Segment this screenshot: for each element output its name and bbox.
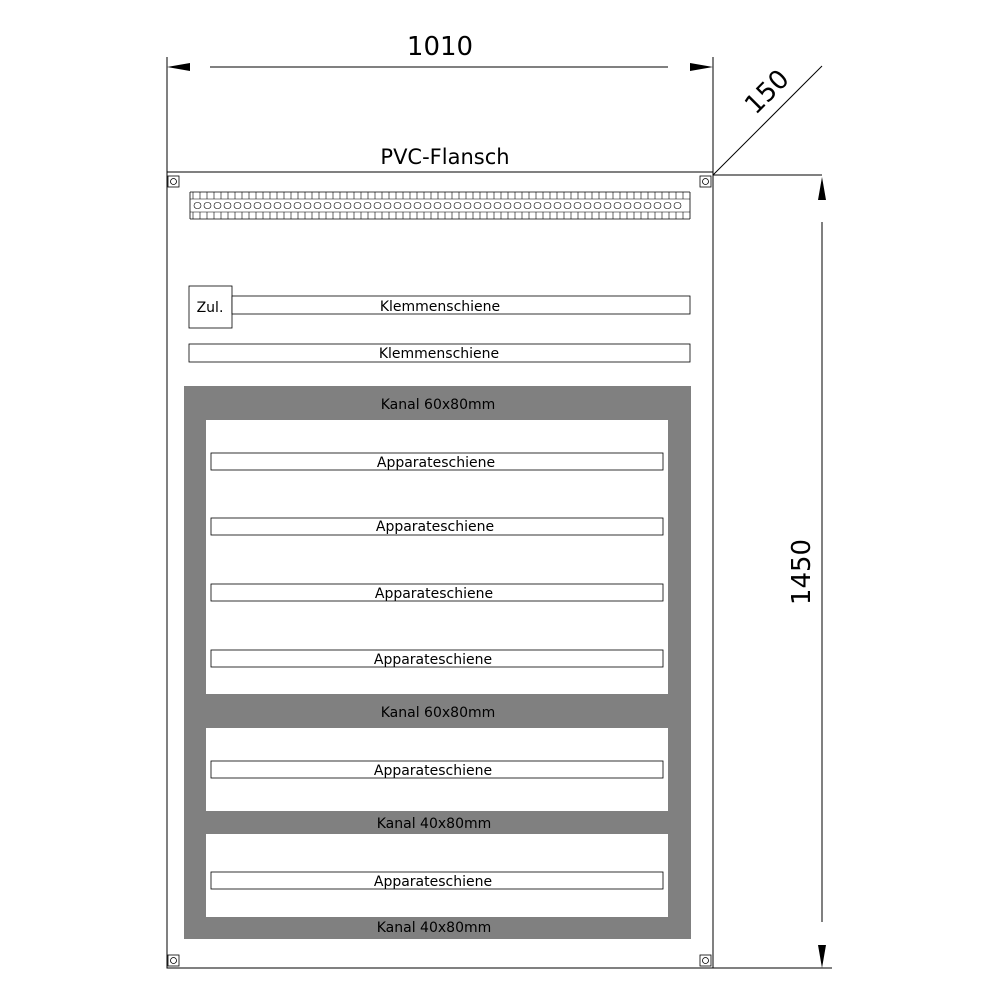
device-rail-label: Apparateschiene [374, 586, 494, 602]
arrow-up-icon [818, 177, 826, 200]
arrow-left-icon [167, 63, 190, 71]
channel-label: Kanal 60x80mm [380, 397, 496, 413]
feed-label: Zul. [196, 300, 224, 316]
height-dimension [713, 177, 832, 968]
arrow-right-icon [690, 63, 713, 71]
channel-label: Kanal 60x80mm [380, 705, 496, 721]
device-rail-label: Apparateschiene [376, 455, 496, 471]
terminal-rail-label: Klemmenschiene [379, 299, 501, 315]
height-value: 1450 [787, 538, 817, 606]
arrow-down-icon [818, 945, 826, 968]
terminal-rail-label: Klemmenschiene [378, 346, 500, 362]
channel-label: Kanal 40x80mm [376, 920, 492, 936]
device-rail-label: Apparateschiene [375, 519, 495, 535]
depth-value: 150 [739, 64, 796, 121]
device-rail-label: Apparateschiene [373, 874, 493, 890]
device-rail-label: Apparateschiene [373, 763, 493, 779]
channel-label: Kanal 40x80mm [376, 816, 492, 832]
width-value: 1010 [406, 32, 474, 62]
device-rail-label: Apparateschiene [373, 652, 493, 668]
flange-label: PVC-Flansch [380, 145, 510, 169]
depth-dimension [713, 64, 822, 175]
